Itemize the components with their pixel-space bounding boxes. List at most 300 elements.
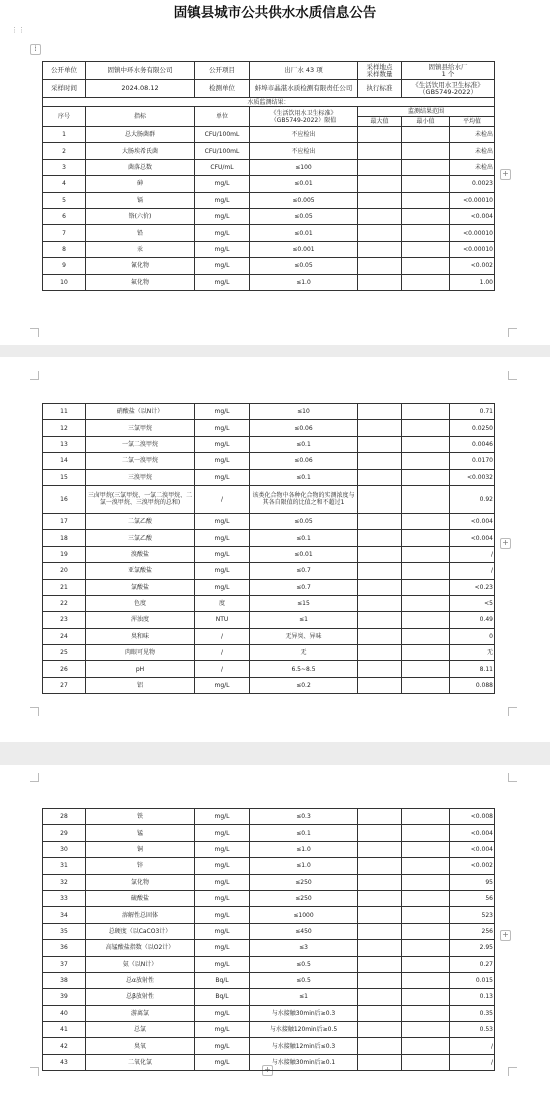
table-row bbox=[43, 485, 495, 513]
cell-unit: mg/L bbox=[195, 546, 250, 562]
cell-min bbox=[402, 661, 450, 677]
cell-min bbox=[402, 579, 450, 595]
cell-avg: 8.11 bbox=[450, 661, 495, 677]
cell-no: 9 bbox=[43, 258, 86, 274]
cell-item: 二氯乙酸 bbox=[86, 513, 195, 529]
cell-limit: ≤0.05 bbox=[250, 208, 358, 224]
cell-item: 氨（以N计） bbox=[86, 956, 195, 972]
cell-max bbox=[358, 404, 402, 420]
cell-unit: mg/L bbox=[195, 923, 250, 939]
cell-unit: mg/L bbox=[195, 192, 250, 208]
cell-unit: mg/L bbox=[195, 404, 250, 420]
cell-min bbox=[402, 841, 450, 857]
cell-no: 30 bbox=[43, 841, 86, 857]
cell-avg: 256 bbox=[450, 923, 495, 939]
cell-avg: <0.23 bbox=[450, 579, 495, 595]
cell-avg: / bbox=[450, 1038, 495, 1054]
table-row bbox=[43, 645, 495, 661]
col-header-limit: 《生活饮用水卫生标准》 （GB5749-2022）限值 bbox=[250, 107, 358, 127]
cell-avg: 未检出 bbox=[450, 143, 495, 159]
label-standard: 执行标准 bbox=[358, 80, 402, 98]
cell-unit: mg/L bbox=[195, 956, 250, 972]
cell-avg: 0 bbox=[450, 628, 495, 644]
cell-unit: mg/L bbox=[195, 274, 250, 290]
cell-item: 臭氧 bbox=[86, 1038, 195, 1054]
section-title-row bbox=[43, 98, 495, 107]
cell-limit: 不应检出 bbox=[250, 143, 358, 159]
value-publisher: 固镇中环水务有限公司 bbox=[86, 62, 195, 80]
cell-no: 28 bbox=[43, 809, 86, 825]
cell-min bbox=[402, 159, 450, 175]
cell-no: 14 bbox=[43, 453, 86, 469]
cell-no: 36 bbox=[43, 940, 86, 956]
cell-item: 铜 bbox=[86, 841, 195, 857]
cell-avg: 0.92 bbox=[450, 485, 495, 513]
cell-avg: <0.004 bbox=[450, 530, 495, 546]
cell-no: 41 bbox=[43, 1022, 86, 1038]
corner-mark-br bbox=[508, 1067, 517, 1076]
water-quality-table-3 bbox=[42, 808, 495, 1071]
cell-max bbox=[358, 469, 402, 485]
add-row-button[interactable]: + bbox=[500, 930, 511, 941]
table-row bbox=[43, 546, 495, 562]
cell-avg: <0.004 bbox=[450, 825, 495, 841]
cell-avg: 未检出 bbox=[450, 159, 495, 175]
label-publisher: 公开单位 bbox=[43, 62, 86, 80]
cell-limit: ≤0.01 bbox=[250, 176, 358, 192]
cell-min bbox=[402, 858, 450, 874]
table-body-2 bbox=[43, 404, 495, 694]
cell-avg: 0.49 bbox=[450, 612, 495, 628]
cell-limit: ≤0.06 bbox=[250, 420, 358, 436]
cell-no: 22 bbox=[43, 595, 86, 611]
cell-avg: 0.015 bbox=[450, 972, 495, 988]
cell-max bbox=[358, 127, 402, 143]
cell-limit: ≤10 bbox=[250, 404, 358, 420]
add-row-button[interactable]: + bbox=[500, 538, 511, 549]
table-row bbox=[43, 469, 495, 485]
cell-item: 氟化物 bbox=[86, 274, 195, 290]
table-move-icon[interactable]: ⁞ bbox=[30, 44, 41, 55]
cell-min bbox=[402, 241, 450, 257]
cell-avg: 95 bbox=[450, 874, 495, 890]
cell-item: 三氯乙酸 bbox=[86, 530, 195, 546]
cell-item: 溴酸盐 bbox=[86, 546, 195, 562]
cell-item: 锌 bbox=[86, 858, 195, 874]
cell-unit: mg/L bbox=[195, 890, 250, 906]
cell-max bbox=[358, 612, 402, 628]
cell-limit: ≤0.06 bbox=[250, 453, 358, 469]
cell-max bbox=[358, 546, 402, 562]
table-row bbox=[43, 241, 495, 257]
cell-item: 臭和味 bbox=[86, 628, 195, 644]
table-row bbox=[43, 453, 495, 469]
value-standard: 《生活饮用水卫生标准》 （GB5749-2022） bbox=[402, 80, 495, 98]
cell-avg: <5 bbox=[450, 595, 495, 611]
cell-avg: 0.0250 bbox=[450, 420, 495, 436]
table-row bbox=[43, 274, 495, 290]
drag-handle-icon[interactable]: ⋮⋮ bbox=[11, 26, 25, 34]
cell-item: 二氯一溴甲烷 bbox=[86, 453, 195, 469]
cell-no: 32 bbox=[43, 874, 86, 890]
cell-max bbox=[358, 258, 402, 274]
cell-item: 溶解性总固体 bbox=[86, 907, 195, 923]
cell-min bbox=[402, 530, 450, 546]
corner-mark-bl bbox=[30, 1067, 39, 1076]
cell-max bbox=[358, 841, 402, 857]
cell-no: 4 bbox=[43, 176, 86, 192]
table-row bbox=[43, 907, 495, 923]
cell-item: 总氯 bbox=[86, 1022, 195, 1038]
cell-unit: mg/L bbox=[195, 677, 250, 693]
cell-avg: 0.0170 bbox=[450, 453, 495, 469]
cell-min bbox=[402, 809, 450, 825]
cell-min bbox=[402, 1022, 450, 1038]
cell-item: 游离氯 bbox=[86, 1005, 195, 1021]
cell-no: 16 bbox=[43, 485, 86, 513]
cell-item: 铬(六价) bbox=[86, 208, 195, 224]
cell-limit: 无异臭、异味 bbox=[250, 628, 358, 644]
table-row bbox=[43, 563, 495, 579]
table-row bbox=[43, 890, 495, 906]
cell-limit: ≤0.001 bbox=[250, 241, 358, 257]
value-sample-time: 2024.08.12 bbox=[86, 80, 195, 98]
table-row bbox=[43, 159, 495, 175]
cell-avg: / bbox=[450, 546, 495, 562]
cell-limit: ≤3 bbox=[250, 940, 358, 956]
cell-max bbox=[358, 192, 402, 208]
cell-max bbox=[358, 809, 402, 825]
cell-no: 12 bbox=[43, 420, 86, 436]
cell-limit: 无 bbox=[250, 645, 358, 661]
cell-no: 43 bbox=[43, 1054, 86, 1070]
cell-item: 三溴甲烷 bbox=[86, 469, 195, 485]
cell-item: 硫酸盐 bbox=[86, 890, 195, 906]
cell-max bbox=[358, 661, 402, 677]
corner-mark-bl bbox=[30, 707, 39, 716]
cell-avg: 0.13 bbox=[450, 989, 495, 1005]
cell-item: 一氯二溴甲烷 bbox=[86, 436, 195, 452]
table-row bbox=[43, 989, 495, 1005]
cell-min bbox=[402, 1038, 450, 1054]
cell-unit: mg/L bbox=[195, 208, 250, 224]
cell-max bbox=[358, 530, 402, 546]
cell-item: 氯化物 bbox=[86, 874, 195, 890]
cell-max bbox=[358, 874, 402, 890]
cell-limit: ≤0.7 bbox=[250, 579, 358, 595]
add-row-below-button[interactable]: + bbox=[262, 1065, 273, 1076]
cell-min bbox=[402, 677, 450, 693]
cell-limit: 与水接触120min后≥0.5 bbox=[250, 1022, 358, 1038]
label-sample-time: 采样时间 bbox=[43, 80, 86, 98]
cell-min bbox=[402, 595, 450, 611]
cell-min bbox=[402, 420, 450, 436]
cell-max bbox=[358, 241, 402, 257]
cell-avg: 0.0046 bbox=[450, 436, 495, 452]
cell-limit: ≤0.1 bbox=[250, 469, 358, 485]
corner-mark-tl bbox=[30, 773, 39, 782]
cell-no: 31 bbox=[43, 858, 86, 874]
cell-max bbox=[358, 143, 402, 159]
cell-avg: <0.002 bbox=[450, 258, 495, 274]
cell-max bbox=[358, 890, 402, 906]
cell-max bbox=[358, 923, 402, 939]
cell-item: 亚氯酸盐 bbox=[86, 563, 195, 579]
cell-max bbox=[358, 436, 402, 452]
cell-item: 砷 bbox=[86, 176, 195, 192]
cell-max bbox=[358, 907, 402, 923]
col-header-result: 监测结果范围 bbox=[358, 107, 495, 117]
cell-unit: / bbox=[195, 485, 250, 513]
cell-avg: <0.002 bbox=[450, 858, 495, 874]
cell-item: 锰 bbox=[86, 825, 195, 841]
cell-max bbox=[358, 628, 402, 644]
cell-item: 总α放射性 bbox=[86, 972, 195, 988]
cell-min bbox=[402, 645, 450, 661]
cell-avg: / bbox=[450, 1054, 495, 1070]
cell-no: 42 bbox=[43, 1038, 86, 1054]
table-row bbox=[43, 1054, 495, 1070]
cell-avg: 0.0023 bbox=[450, 176, 495, 192]
cell-no: 33 bbox=[43, 890, 86, 906]
cell-unit: CFU/mL bbox=[195, 159, 250, 175]
cell-min bbox=[402, 192, 450, 208]
cell-item: 大肠埃希氏菌 bbox=[86, 143, 195, 159]
cell-item: 高锰酸盐指数（以O2计） bbox=[86, 940, 195, 956]
cell-unit: mg/L bbox=[195, 841, 250, 857]
table-row bbox=[43, 972, 495, 988]
table-row bbox=[43, 923, 495, 939]
cell-limit: 不应检出 bbox=[250, 127, 358, 143]
cell-min bbox=[402, 176, 450, 192]
cell-max bbox=[358, 956, 402, 972]
table-row bbox=[43, 612, 495, 628]
cell-unit: / bbox=[195, 645, 250, 661]
cell-avg: 0.53 bbox=[450, 1022, 495, 1038]
section-title: 水质监测结果： bbox=[43, 98, 495, 107]
table-row bbox=[43, 1022, 495, 1038]
cell-limit: ≤0.5 bbox=[250, 972, 358, 988]
cell-limit: ≤1 bbox=[250, 612, 358, 628]
cell-min bbox=[402, 825, 450, 841]
cell-max bbox=[358, 825, 402, 841]
cell-no: 18 bbox=[43, 530, 86, 546]
cell-no: 39 bbox=[43, 989, 86, 1005]
col-header-item: 指标 bbox=[86, 107, 195, 127]
cell-item: 铅 bbox=[86, 225, 195, 241]
column-header-row bbox=[43, 107, 495, 117]
cell-limit: 该类化合物中各种化合物的实测浓度与其各自限值的比值之和不超过1 bbox=[250, 485, 358, 513]
col-header-min: 最小值 bbox=[402, 117, 450, 127]
cell-no: 15 bbox=[43, 469, 86, 485]
cell-limit: ≤0.005 bbox=[250, 192, 358, 208]
cell-unit: mg/L bbox=[195, 563, 250, 579]
cell-min bbox=[402, 546, 450, 562]
header-row-1 bbox=[43, 62, 495, 80]
table-row bbox=[43, 192, 495, 208]
cell-max bbox=[358, 453, 402, 469]
cell-avg: 0.27 bbox=[450, 956, 495, 972]
cell-min bbox=[402, 1005, 450, 1021]
cell-min bbox=[402, 923, 450, 939]
table-row bbox=[43, 956, 495, 972]
cell-no: 13 bbox=[43, 436, 86, 452]
cell-min bbox=[402, 208, 450, 224]
corner-mark-bl bbox=[30, 328, 39, 337]
value-sample-site: 固镇县给水厂 1 个 bbox=[402, 62, 495, 80]
cell-unit: mg/L bbox=[195, 809, 250, 825]
cell-min bbox=[402, 404, 450, 420]
cell-unit: CFU/100mL bbox=[195, 127, 250, 143]
cell-avg: 2.95 bbox=[450, 940, 495, 956]
cell-no: 17 bbox=[43, 513, 86, 529]
corner-mark-tl bbox=[30, 371, 39, 380]
table-row bbox=[43, 1038, 495, 1054]
cell-max bbox=[358, 1038, 402, 1054]
cell-limit: ≤0.3 bbox=[250, 809, 358, 825]
table-row bbox=[43, 176, 495, 192]
cell-max bbox=[358, 274, 402, 290]
cell-max bbox=[358, 858, 402, 874]
cell-min bbox=[402, 225, 450, 241]
cell-item: 总硬度（以CaCO3计） bbox=[86, 923, 195, 939]
cell-max bbox=[358, 159, 402, 175]
cell-item: 色度 bbox=[86, 595, 195, 611]
cell-no: 27 bbox=[43, 677, 86, 693]
cell-avg: 0.35 bbox=[450, 1005, 495, 1021]
cell-limit: 6.5~8.5 bbox=[250, 661, 358, 677]
cell-limit: 与水接触30min后≥0.1 bbox=[250, 1054, 358, 1070]
cell-min bbox=[402, 436, 450, 452]
table-row bbox=[43, 677, 495, 693]
cell-item: 三卤甲烷(三氯甲烷、一氯二溴甲烷、二氯一溴甲烷、三溴甲烷的总和) bbox=[86, 485, 195, 513]
table-row bbox=[43, 628, 495, 644]
cell-unit: mg/L bbox=[195, 825, 250, 841]
cell-no: 23 bbox=[43, 612, 86, 628]
header-row-2 bbox=[43, 80, 495, 98]
table-row bbox=[43, 940, 495, 956]
cell-no: 2 bbox=[43, 143, 86, 159]
cell-max bbox=[358, 208, 402, 224]
cell-item: 氰化物 bbox=[86, 258, 195, 274]
table-row bbox=[43, 420, 495, 436]
cell-unit: mg/L bbox=[195, 530, 250, 546]
cell-limit: ≤0.7 bbox=[250, 563, 358, 579]
cell-max bbox=[358, 563, 402, 579]
cell-unit: mg/L bbox=[195, 258, 250, 274]
table-row bbox=[43, 208, 495, 224]
cell-max bbox=[358, 645, 402, 661]
cell-min bbox=[402, 612, 450, 628]
cell-avg: 0.71 bbox=[450, 404, 495, 420]
table-row bbox=[43, 595, 495, 611]
cell-unit: NTU bbox=[195, 612, 250, 628]
cell-limit: ≤0.01 bbox=[250, 225, 358, 241]
cell-min bbox=[402, 469, 450, 485]
cell-unit: mg/L bbox=[195, 241, 250, 257]
table-row bbox=[43, 825, 495, 841]
cell-limit: ≤100 bbox=[250, 159, 358, 175]
corner-mark-tr bbox=[508, 773, 517, 782]
cell-max bbox=[358, 595, 402, 611]
cell-max bbox=[358, 972, 402, 988]
cell-limit: ≤15 bbox=[250, 595, 358, 611]
col-header-no: 序号 bbox=[43, 107, 86, 127]
table-row bbox=[43, 404, 495, 420]
cell-avg: <0.00010 bbox=[450, 192, 495, 208]
table-row bbox=[43, 513, 495, 529]
cell-avg: 56 bbox=[450, 890, 495, 906]
cell-unit: mg/L bbox=[195, 1005, 250, 1021]
cell-limit: ≤0.05 bbox=[250, 513, 358, 529]
table-body-3 bbox=[43, 809, 495, 1071]
cell-no: 6 bbox=[43, 208, 86, 224]
corner-mark-br bbox=[508, 328, 517, 337]
cell-no: 10 bbox=[43, 274, 86, 290]
cell-no: 21 bbox=[43, 579, 86, 595]
cell-avg: 0.088 bbox=[450, 677, 495, 693]
add-row-button[interactable]: + bbox=[500, 169, 511, 180]
cell-min bbox=[402, 940, 450, 956]
label-sample-site: 采样地点 采样数量 bbox=[358, 62, 402, 80]
cell-max bbox=[358, 485, 402, 513]
cell-no: 3 bbox=[43, 159, 86, 175]
cell-limit: 与水接触12min后≤0.3 bbox=[250, 1038, 358, 1054]
cell-limit: ≤0.1 bbox=[250, 825, 358, 841]
cell-no: 11 bbox=[43, 404, 86, 420]
cell-avg: <0.0032 bbox=[450, 469, 495, 485]
document-title: 固镇县城市公共供水水质信息公告 bbox=[173, 5, 377, 21]
cell-limit: ≤0.1 bbox=[250, 436, 358, 452]
cell-no: 24 bbox=[43, 628, 86, 644]
cell-max bbox=[358, 1005, 402, 1021]
cell-limit: ≤0.05 bbox=[250, 258, 358, 274]
cell-avg: <0.004 bbox=[450, 513, 495, 529]
cell-unit: mg/L bbox=[195, 225, 250, 241]
cell-unit: Bq/L bbox=[195, 972, 250, 988]
cell-max bbox=[358, 1022, 402, 1038]
label-project: 公开项目 bbox=[195, 62, 250, 80]
water-quality-table-2 bbox=[42, 403, 495, 694]
cell-item: 肉眼可见物 bbox=[86, 645, 195, 661]
cell-no: 34 bbox=[43, 907, 86, 923]
cell-unit: Bq/L bbox=[195, 989, 250, 1005]
cell-no: 19 bbox=[43, 546, 86, 562]
cell-min bbox=[402, 874, 450, 890]
cell-unit: mg/L bbox=[195, 579, 250, 595]
cell-unit: mg/L bbox=[195, 469, 250, 485]
cell-max bbox=[358, 176, 402, 192]
cell-max bbox=[358, 579, 402, 595]
cell-unit: mg/L bbox=[195, 513, 250, 529]
cell-limit: ≤250 bbox=[250, 874, 358, 890]
cell-no: 35 bbox=[43, 923, 86, 939]
cell-unit: mg/L bbox=[195, 176, 250, 192]
cell-min bbox=[402, 890, 450, 906]
cell-max bbox=[358, 989, 402, 1005]
cell-avg: <0.004 bbox=[450, 208, 495, 224]
table-row bbox=[43, 143, 495, 159]
col-header-max: 最大值 bbox=[358, 117, 402, 127]
cell-item: 浑浊度 bbox=[86, 612, 195, 628]
cell-min bbox=[402, 127, 450, 143]
cell-no: 37 bbox=[43, 956, 86, 972]
cell-unit: mg/L bbox=[195, 453, 250, 469]
cell-no: 38 bbox=[43, 972, 86, 988]
cell-no: 29 bbox=[43, 825, 86, 841]
cell-limit: ≤1.0 bbox=[250, 841, 358, 857]
cell-unit: 度 bbox=[195, 595, 250, 611]
